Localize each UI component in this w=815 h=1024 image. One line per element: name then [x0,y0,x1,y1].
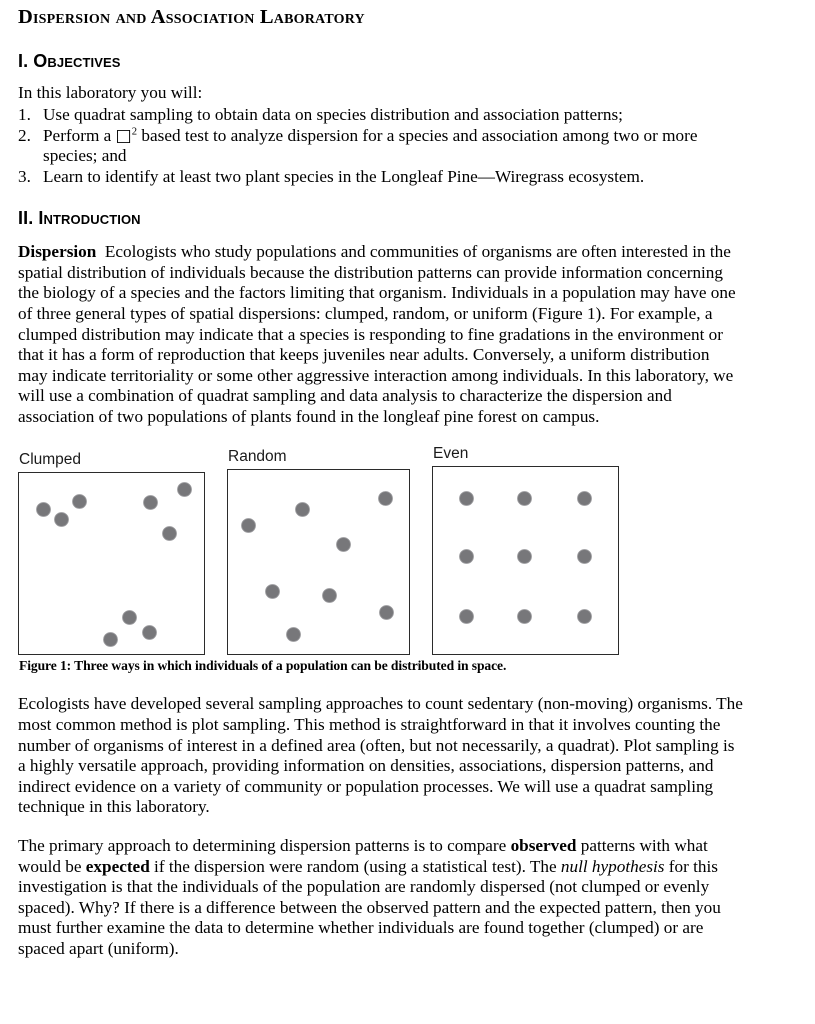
dispersion-body-text: Ecologists who study populations and communities of organisms are often interested in the spatial distribution of individuals because the distribution patterns can provide information concerning the biology of a species and the factors limiting that organism. Individuals in a population may have one of three general types of spatial dispersions: clumped, random, or uniform (Figure 1). For example, a clumped distribution may indicate that a species is responding to fine gradations in the environment or that it has a form of reproduction that keeps juveniles near adults. Conversely, a uniform distribution may indicate territoriality or some other aggressive interaction among individuals. In this laboratory, we will use a combination of quadrat sampling and data analysis to characterize the dispersion and association of two populations of plants found in the longleaf pine forest on campus. [18,242,736,426]
dot [104,633,117,646]
dot [242,519,255,532]
dot [287,628,300,641]
dot [578,550,591,563]
observed-emphasis: observed [510,836,577,856]
dot [73,495,86,508]
primary-seg-2: patterns with what would be [18,836,708,876]
dot [143,626,156,639]
paragraph-sampling: Ecologists have developed several sampling approaches to count sedentary (non-moving) organisms. The most common method is plot sampling. This method is straightforward in that it involves counting the number of organisms of interest in a defined area (often, but not necessarily, a quadrat). Plot sampling is a highly versatile approach, providing information on densities, associations, dispersion patterns, and indirect evidence on a variety of community or population processes. We will use a quadrat sampling technique in this laboratory. [18,694,743,817]
dot [518,492,531,505]
dot [460,610,473,623]
dot [518,550,531,563]
panel-clumped [18,451,205,655]
dot [380,606,393,619]
dot [379,492,392,505]
panel-label-clumped: Clumped [19,451,82,469]
primary-seg-4: for this investigation is that the individuals of the population are randomly dispersed (not clumped or evenly spaced). Why? If there is a difference between the observed pattern and the expected pattern, then you must further examine the data to determine whether individuals are found together (clumped) or are spaced apart (uniform). [18,856,721,958]
dot [323,589,336,602]
null-hypothesis-italic: null hypothesis [560,856,665,876]
plot-area-even [432,466,619,655]
paragraph-dispersion [18,242,743,427]
objective-item [18,126,743,167]
page-title: Dispersion and Association Laboratory [18,6,365,28]
objective-item [18,167,743,188]
dot [163,527,176,540]
panel-label-random: Random [228,448,287,466]
expected-emphasis: expected [85,856,150,876]
paragraph-primary-approach [18,836,743,960]
primary-seg-3: if the dispersion were random (using a statistical test). The [149,856,561,876]
chi-square-missing-glyph: □ [115,125,132,146]
dot [578,492,591,505]
panel-random [227,448,410,655]
dot [55,513,68,526]
section-heading-introduction: II. Introduction [18,208,141,229]
dot [178,483,191,496]
dot [460,492,473,505]
dot [144,496,157,509]
objectives-list [18,105,743,187]
panel-label-even: Even [433,445,469,463]
objective-text-before: Perform a [43,125,116,145]
objective-number: 1. [18,104,31,124]
dot [578,610,591,623]
objective-text-after: based test to analyze dispersion for a species and association among two or more species; and [43,125,698,166]
objective-item [18,105,743,126]
objective-number: 2. [18,125,31,145]
dot [296,503,309,516]
plot-area-clumped [18,472,205,655]
dot [123,611,136,624]
dispersion-lead-in: Dispersion [18,242,97,262]
primary-seg-1: The primary approach to determining dispersion patterns is to compare [18,836,511,856]
dot [460,550,473,563]
section-heading-objectives: I. Objectives [18,50,121,71]
plot-area-random [227,469,410,655]
panel-even [432,445,619,655]
objectives-intro: In this laboratory you will: [18,83,203,103]
objective-text: Use quadrat sampling to obtain data on species distribution and association patterns; [43,104,623,124]
objective-number: 3. [18,166,31,186]
figure-1 [18,445,743,674]
objective-superscript: 2 [131,125,138,137]
dot [518,610,531,623]
objective-text: Learn to identify at least two plant species in the Longleaf Pine—Wiregrass ecosystem. [43,166,645,186]
dot [337,538,350,551]
figure-panels [18,445,743,655]
dot [266,585,279,598]
dot [37,503,50,516]
figure-caption: Figure 1: Three ways in which individuals of a population can be distributed in space. [19,658,507,674]
